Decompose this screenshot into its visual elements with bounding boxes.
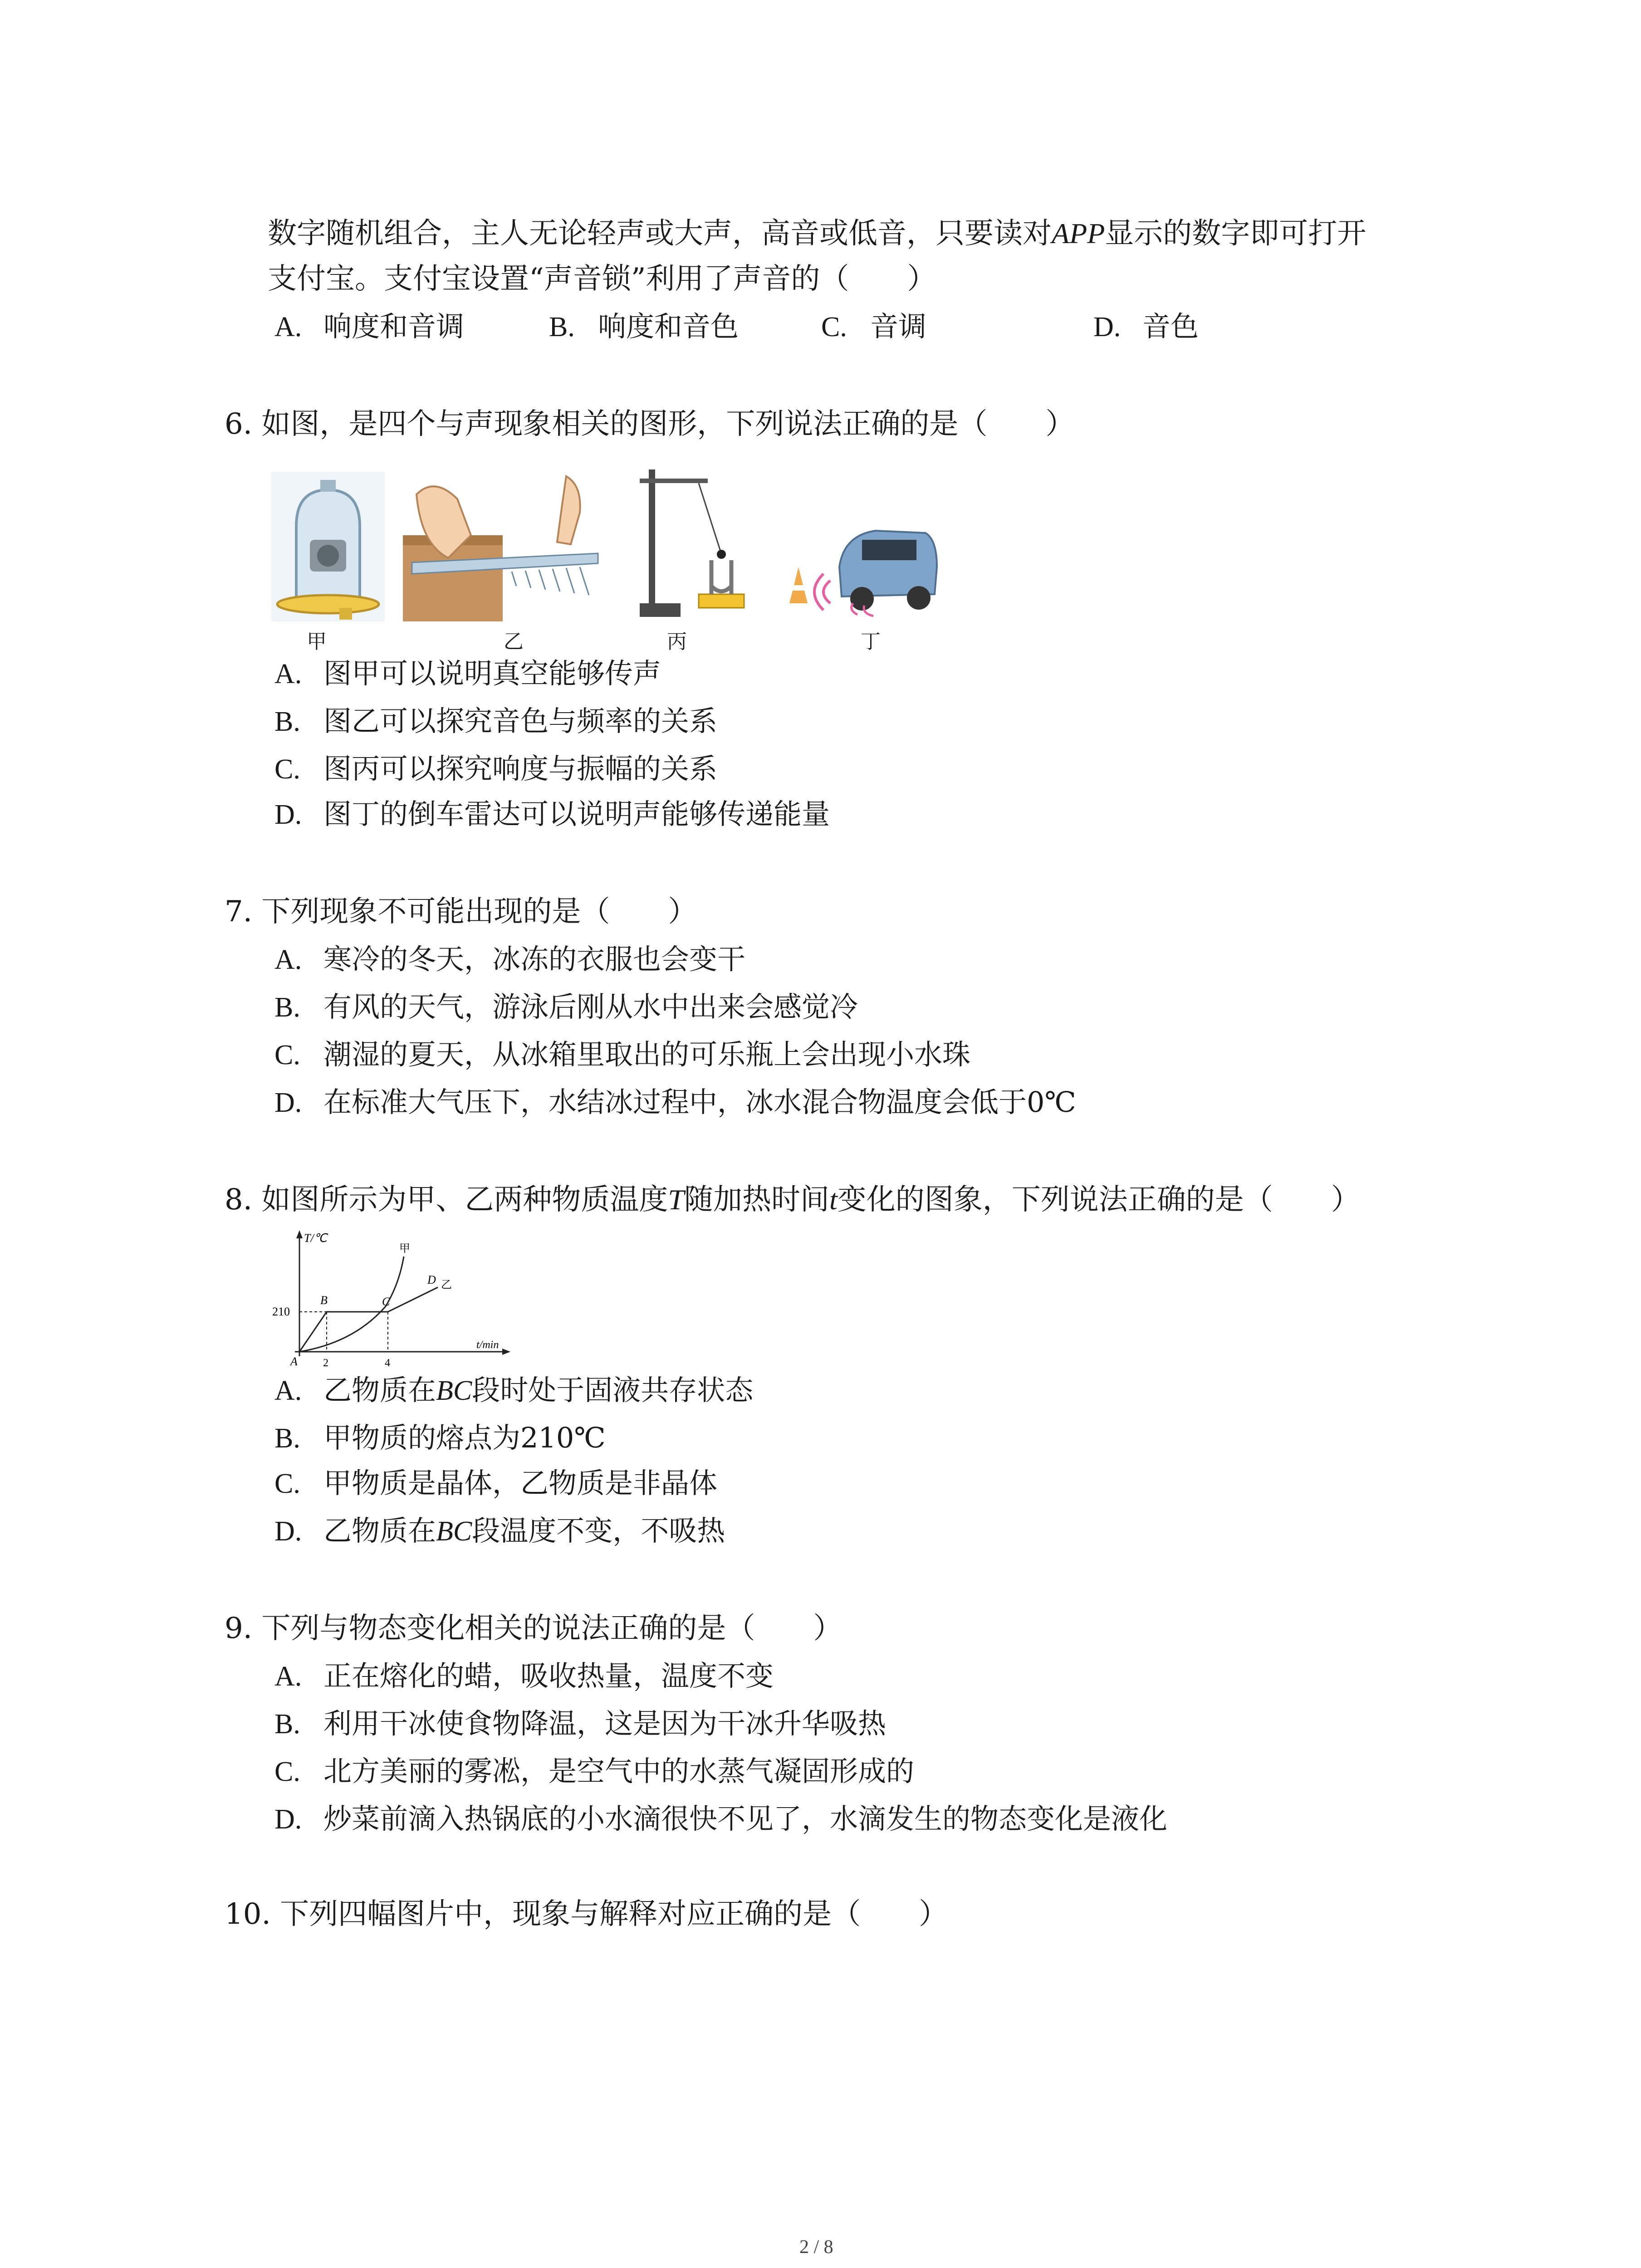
q5-option-d[interactable]: D. 音色: [1093, 310, 1199, 343]
q9-option-a[interactable]: A. 正在熔化的蜡，吸收热量，温度不变: [274, 1659, 774, 1692]
q5-stem-line2: 支付宝。支付宝设置“声音锁”利用了声音的（ ）: [268, 262, 936, 296]
q6-option-d[interactable]: D. 图丁的倒车雷达可以说明声能够传递能量: [274, 797, 830, 831]
q6-stem: 6. 如图，是四个与声现象相关的图形，下列说法正确的是（ ）: [225, 407, 1075, 441]
q6-caption-ding: 丁: [861, 630, 881, 653]
q9-stem: 9. 下列与物态变化相关的说法正确的是（ ）: [225, 1612, 843, 1645]
point-label-b: B: [320, 1294, 328, 1307]
y-axis-label: T/℃: [304, 1232, 327, 1245]
q5-stem-text-b: 显示的数字即可打开: [1105, 217, 1367, 250]
ruler-vibration-figure: [403, 467, 603, 621]
q5-option-a[interactable]: A. 响度和音调: [274, 310, 465, 343]
q5-option-b[interactable]: B. 响度和音色: [549, 310, 739, 343]
q10-stem: 10. 下列四幅图片中，现象与解释对应正确的是（ ）: [225, 1897, 948, 1931]
q6-caption-jia: 甲: [307, 630, 327, 653]
page-number: 2 / 8: [799, 2237, 833, 2258]
point-label-c: C: [382, 1295, 390, 1308]
q6-option-b[interactable]: B. 图乙可以探究音色与频率的关系: [274, 704, 718, 738]
q6-caption-bing: 丙: [667, 630, 687, 653]
q5-stem-line1: [268, 213, 1366, 254]
point-label-d: D: [427, 1273, 436, 1286]
q8-option-b[interactable]: B. 甲物质的熔点为210℃: [274, 1421, 606, 1454]
q5-app-text: APP: [1052, 217, 1105, 249]
bell-jar-figure: [271, 472, 385, 621]
tuning-fork-figure: [631, 467, 758, 621]
car-radar-figure: [785, 513, 939, 617]
q9-option-b[interactable]: B. 利用干冰使食物降温，这是因为干冰升华吸热: [274, 1707, 887, 1740]
q8-option-d[interactable]: D. 乙物质在BC段温度不变，不吸热: [274, 1514, 725, 1547]
q5-option-c[interactable]: C. 音调: [821, 310, 927, 343]
q8-stem: 8. 如图所示为甲、乙两种物质温度T随加热时间t变化的图象，下列说法正确的是（ ）: [225, 1183, 1360, 1217]
q6-option-a[interactable]: A. 图甲可以说明真空能够传声: [274, 657, 661, 690]
q8-t-symbol: t: [829, 1183, 838, 1216]
y-tick-210: 210: [272, 1305, 290, 1318]
x-tick-2: 2: [323, 1357, 328, 1369]
q7-stem: 7. 下列现象不可能出现的是（ ）: [225, 895, 697, 929]
q6-option-c[interactable]: C. 图丙可以探究响度与振幅的关系: [274, 752, 718, 785]
q9-option-d[interactable]: D. 炒菜前滴入热锅底的小水滴很快不见了，水滴发生的物态变化是液化: [274, 1802, 1168, 1835]
q8-T-symbol: T: [668, 1183, 684, 1216]
q7-option-b[interactable]: B. 有风的天气，游泳后刚从水中出来会感觉冷: [274, 990, 858, 1023]
q8-option-a[interactable]: A. 乙物质在BC段时处于固液共存状态: [274, 1374, 754, 1407]
x-axis-label: t/min: [476, 1339, 499, 1351]
q7-option-a[interactable]: A. 寒冷的冬天，冰冻的衣服也会变干: [274, 943, 746, 976]
q7-option-d[interactable]: D. 在标准大气压下，水结冰过程中，冰水混合物温度会低于0℃: [274, 1085, 1076, 1119]
x-tick-4: 4: [385, 1357, 390, 1369]
q8-option-c[interactable]: C. 甲物质是晶体，乙物质是非晶体: [274, 1466, 718, 1500]
q5-stem-text-a: 数字随机组合，主人无论轻声或大声，高音或低音，只要读对: [268, 217, 1052, 250]
q7-option-c[interactable]: C. 潮湿的夏天，从冰箱里取出的可乐瓶上会出现小水珠: [274, 1038, 971, 1071]
q9-option-c[interactable]: C. 北方美丽的雾凇，是空气中的水蒸气凝固形成的: [274, 1755, 915, 1788]
q6-caption-yi: 乙: [504, 630, 524, 653]
temperature-time-graph: [263, 1225, 517, 1369]
curve-label-yi: 乙: [441, 1279, 452, 1291]
curve-label-jia: 甲: [399, 1243, 410, 1255]
point-label-a: A: [290, 1355, 298, 1368]
